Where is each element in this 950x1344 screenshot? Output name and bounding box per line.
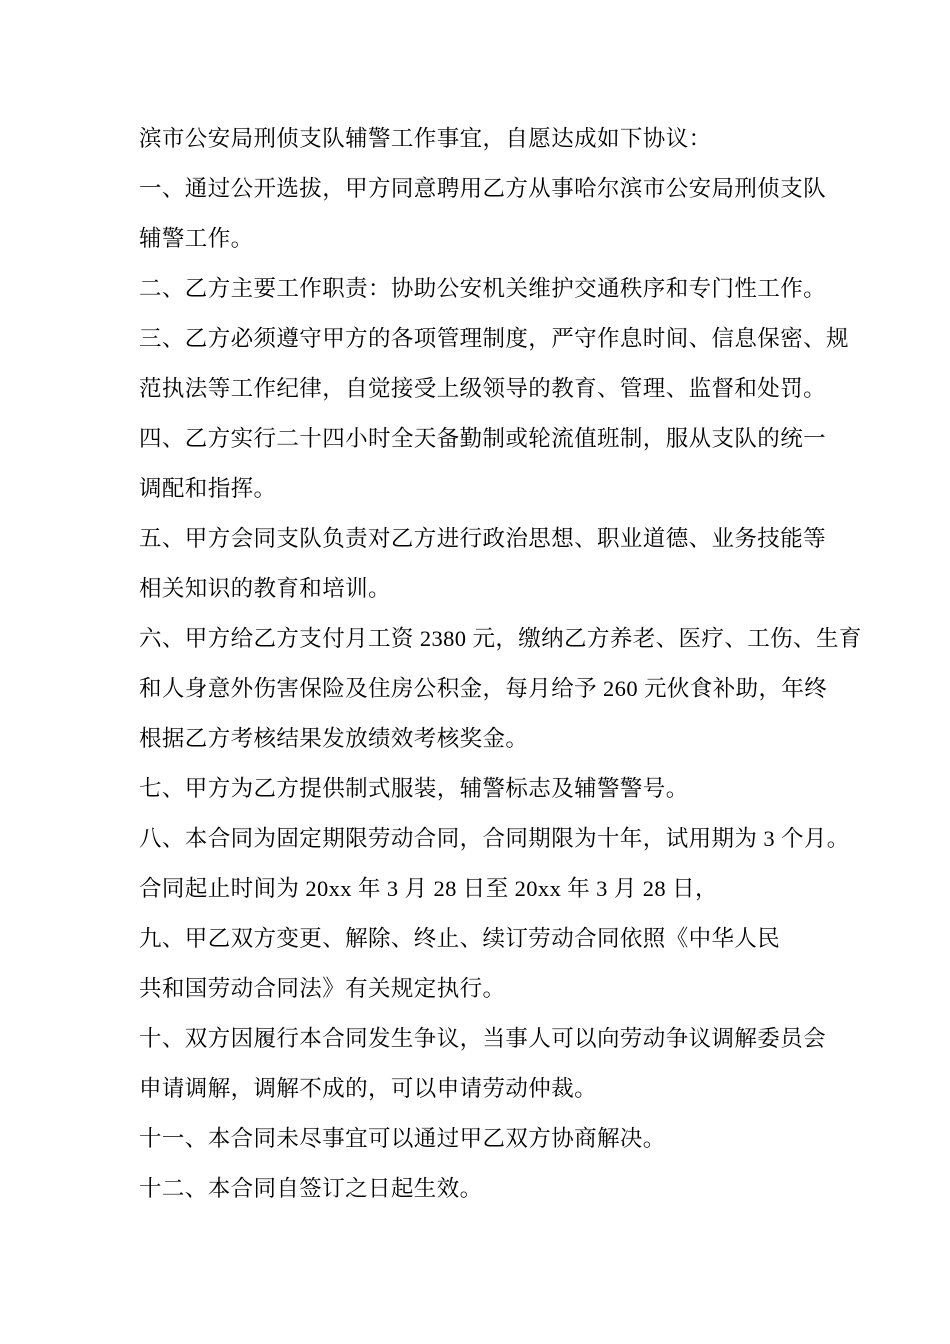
text-line: 和人身意外伤害保险及住房公积金，每月给予 260 元伙食补助，年终: [139, 676, 828, 701]
text-line: 一、通过公开选拔，甲方同意聘用乙方从事哈尔滨市公安局刑侦支队: [139, 176, 827, 201]
text-line: 范执法等工作纪律，自觉接受上级领导的教育、管理、监督和处罚。: [139, 376, 827, 401]
text-line: 十二、本合同自签订之日起生效。: [139, 1176, 483, 1201]
text-line: 辅警工作。: [139, 226, 254, 251]
text-line: 二、乙方主要工作职责：协助公安机关维护交通秩序和专门性工作。: [139, 276, 827, 301]
document-body: [139, 114, 909, 1214]
text-line: 十、双方因履行本合同发生争议，当事人可以向劳动争议调解委员会: [139, 1026, 827, 1051]
text-line: 五、甲方会同支队负责对乙方进行政治思想、职业道德、业务技能等: [139, 526, 827, 551]
text-line: 滨市公安局刑侦支队辅警工作事宜，自愿达成如下协议：: [139, 126, 712, 151]
text-line: 四、乙方实行二十四小时全天备勤制或轮流值班制，服从支队的统一: [139, 426, 827, 451]
text-line: 申请调解，调解不成的，可以申请劳动仲裁。: [139, 1076, 598, 1101]
text-line: 八、本合同为固定期限劳动合同，合同期限为十年，试用期为 3 个月。: [139, 826, 850, 851]
text-line: 根据乙方考核结果发放绩效考核奖金。: [139, 726, 529, 751]
text-line: 合同起止时间为 20xx 年 3 月 28 日至 20xx 年 3 月 28 日，: [139, 876, 718, 901]
text-line: 十一、本合同未尽事宜可以通过甲乙双方协商解决。: [139, 1126, 666, 1151]
text-line: 六、甲方给乙方支付月工资 2380 元，缴纳乙方养老、医疗、工伤、生育: [139, 626, 862, 651]
text-line: 调配和指挥。: [139, 476, 277, 501]
text-line: 七、甲方为乙方提供制式服装，辅警标志及辅警警号。: [139, 776, 689, 801]
text-line: 九、甲乙双方变更、解除、终止、续订劳动合同依照《中华人民: [139, 926, 781, 951]
text-line: 三、乙方必须遵守甲方的各项管理制度，严守作息时间、信息保密、规: [139, 326, 849, 351]
text-line: 共和国劳动合同法》有关规定执行。: [139, 976, 506, 1001]
text-line: 相关知识的教育和培训。: [139, 576, 391, 601]
